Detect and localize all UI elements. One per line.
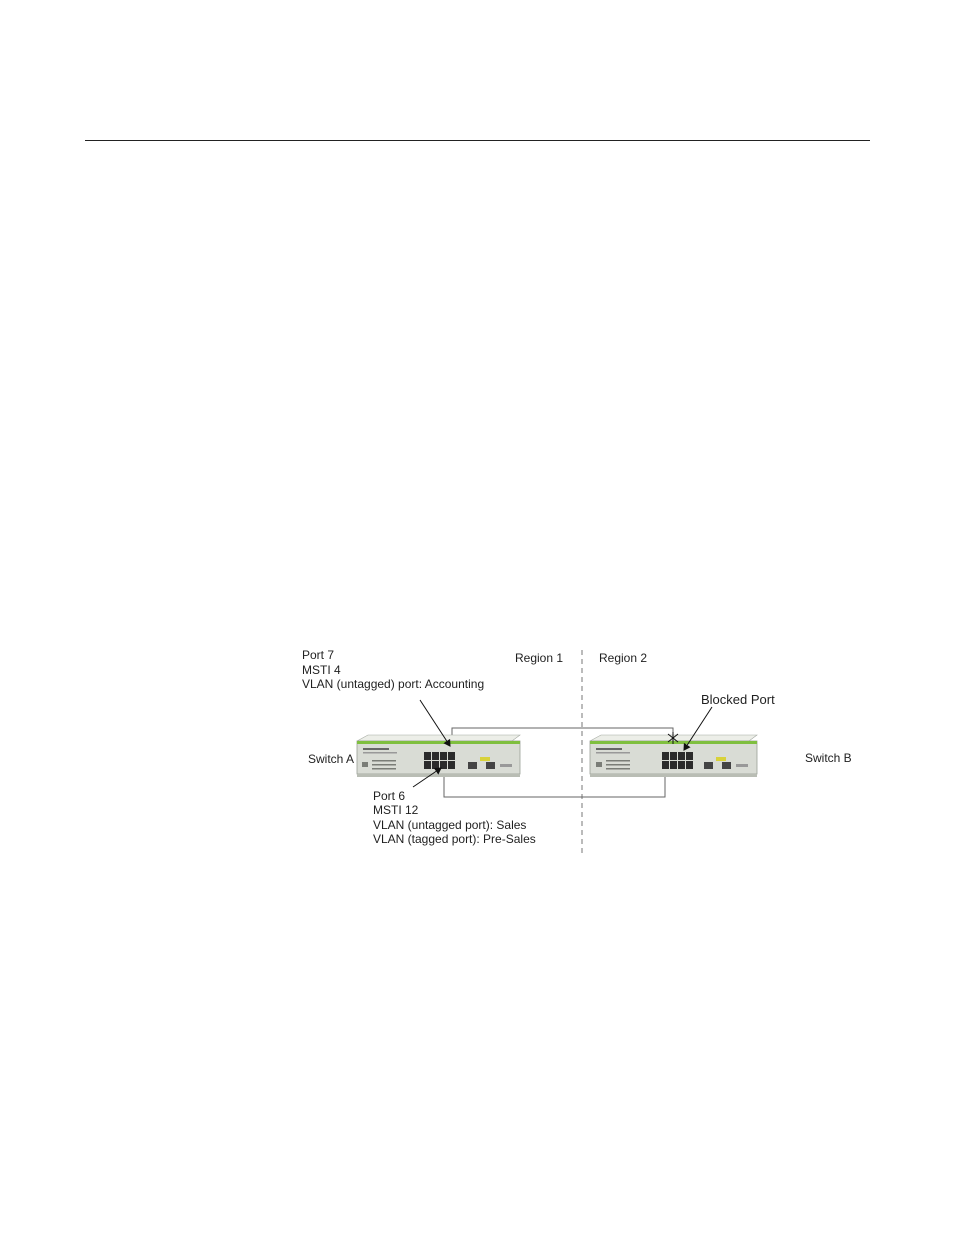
port7-vlan: VLAN (untagged) port: Accounting: [302, 677, 485, 691]
blocked-port-label: Blocked Port: [701, 692, 775, 707]
switch-a: [357, 735, 520, 777]
port6-title: Port 6: [373, 789, 406, 803]
switch-a-badge: [480, 757, 490, 761]
region1-label: Region 1: [515, 651, 564, 665]
switch-b-label: Switch B: [805, 751, 852, 765]
port6-msti: MSTI 12: [373, 803, 419, 817]
switch-b-badge: [716, 757, 726, 761]
region2-label: Region 2: [599, 651, 648, 665]
port7-msti: MSTI 4: [302, 663, 341, 677]
port6-vlan-tagged: VLAN (tagged port): Pre-Sales: [373, 832, 536, 846]
port6-vlan-untagged: VLAN (untagged port): Sales: [373, 818, 527, 832]
switch-a-label: Switch A: [308, 752, 355, 766]
port7-title: Port 7: [302, 648, 335, 662]
